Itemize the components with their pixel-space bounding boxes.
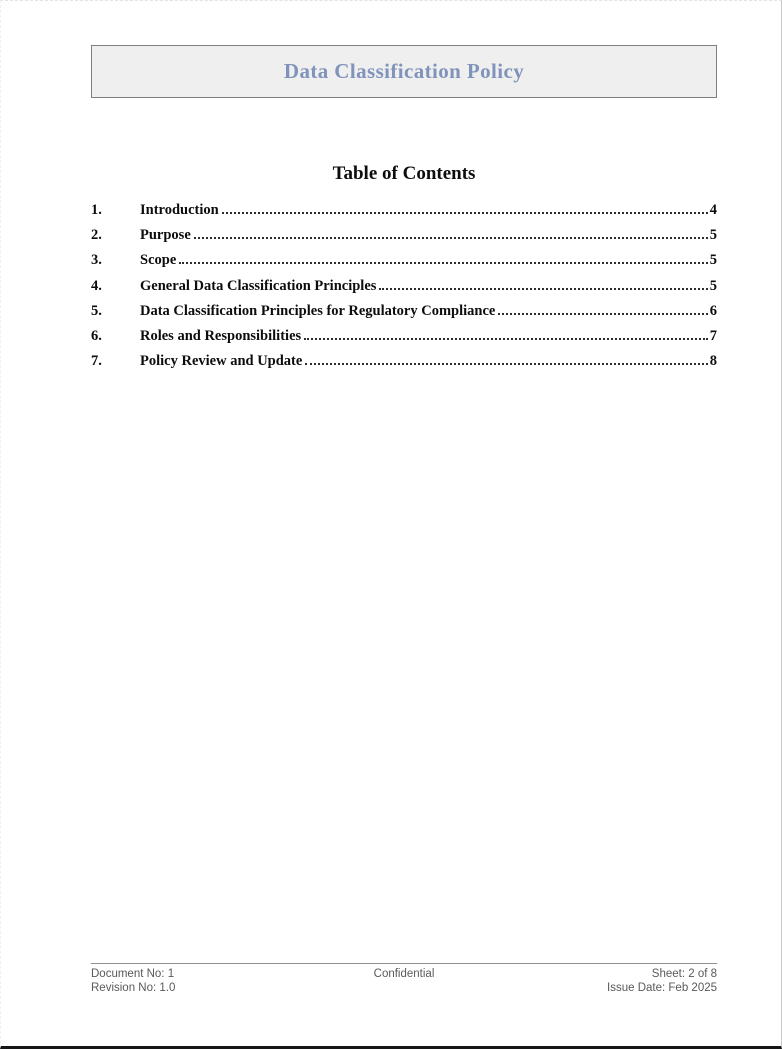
toc-entry-label: Scope: [140, 252, 177, 269]
toc-entry-number: 1.: [91, 202, 102, 218]
toc-entry-label: Policy Review and Update: [140, 353, 303, 370]
toc-entry-number: 4.: [91, 277, 102, 294]
toc-entry-page: 5: [709, 227, 717, 244]
toc-entry-label: Roles and Responsibilities: [140, 327, 302, 344]
document-title-box: [91, 45, 717, 98]
toc-entry-label: Data Classification Principles for Regulatory Compliance: [140, 302, 496, 319]
toc-entry-number: 5.: [91, 302, 102, 319]
toc-entry-page: 4: [709, 202, 717, 218]
footer-right: [508, 967, 717, 995]
document-title: Data Classification Policy: [283, 59, 525, 83]
toc-entry-purpose[interactable]: [91, 227, 717, 252]
toc-list: [91, 202, 717, 378]
footer-center: [300, 967, 509, 995]
toc-dot-leader: [379, 288, 707, 290]
footer-left: [91, 967, 300, 995]
toc-entry-scope[interactable]: [91, 252, 717, 277]
toc-entry-regulatory-compliance[interactable]: [91, 303, 717, 328]
toc-entry-label: Introduction: [140, 202, 219, 218]
toc-entry-label: Purpose: [140, 227, 191, 244]
toc-dot-leader: [194, 237, 708, 239]
toc-entry-page: 7: [709, 327, 717, 344]
toc-entry-label: General Data Classification Principles: [140, 277, 377, 294]
page-footer: [91, 963, 717, 995]
footer-confidential-label: Confidential: [373, 968, 435, 980]
page-body: [91, 98, 717, 378]
toc-entry-page: 5: [709, 252, 717, 269]
toc-dot-leader: [222, 212, 708, 214]
toc-entry-number: 6.: [91, 327, 102, 344]
toc-entry-policy-review[interactable]: [91, 353, 717, 378]
toc-dot-leader: [305, 363, 707, 365]
toc-entry-number: 7.: [91, 353, 102, 370]
footer-document-no: Document No: 1: [91, 968, 175, 980]
footer-issue-date: Issue Date: Feb 2025: [607, 982, 718, 994]
toc-entry-roles-responsibilities[interactable]: [91, 328, 717, 353]
footer-revision-no: Revision No: 1.0: [91, 982, 176, 994]
footer-sheet-number: Sheet: 2 of 8: [651, 968, 718, 980]
toc-entry-introduction[interactable]: [91, 202, 717, 227]
toc-heading: Table of Contents: [332, 163, 476, 184]
toc-dot-leader: [498, 313, 707, 315]
toc-entry-page: 6: [709, 302, 717, 319]
toc-entry-number: 3.: [91, 252, 102, 269]
toc-entry-general-principles[interactable]: [91, 278, 717, 303]
toc-entry-page: 8: [709, 353, 717, 370]
toc-dot-leader: [304, 338, 708, 340]
toc-dot-leader: [179, 262, 708, 264]
toc-entry-number: 2.: [91, 227, 102, 244]
toc-entry-page: 5: [709, 277, 717, 294]
